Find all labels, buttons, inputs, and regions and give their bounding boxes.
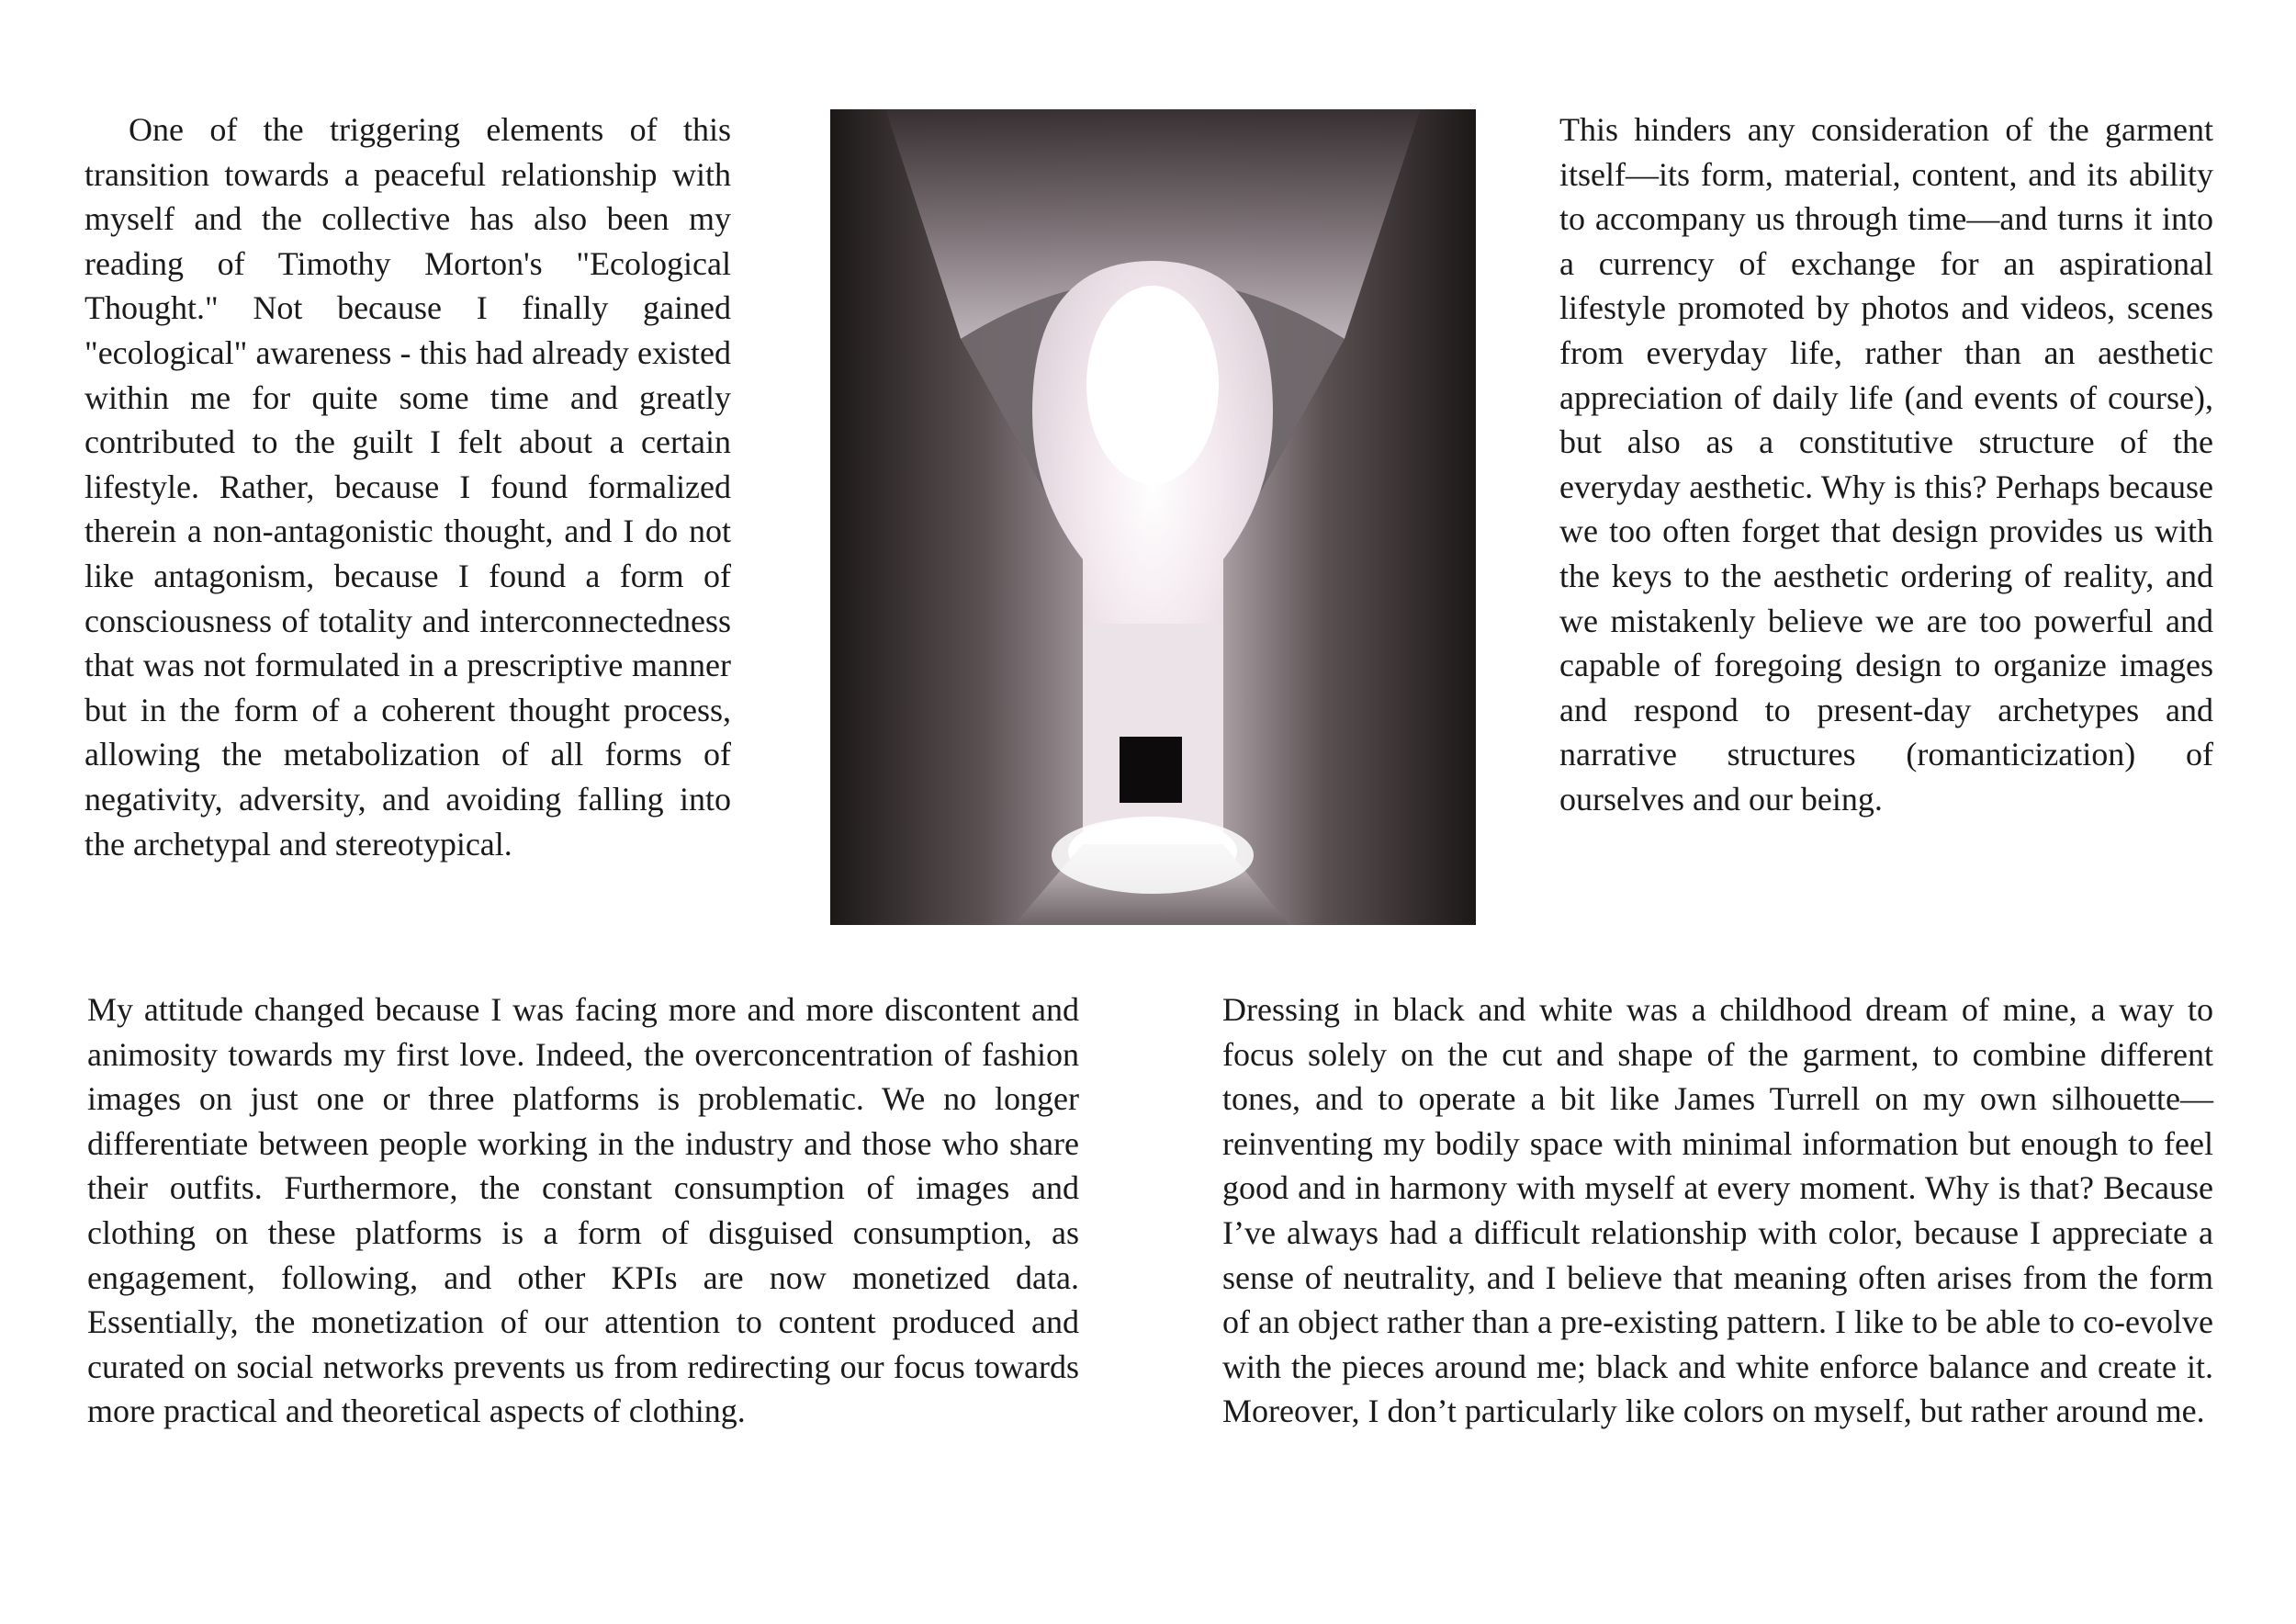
turrell-skyspace-photo	[830, 109, 1476, 925]
paragraph-morton: One of the triggering elements of this transition towards a peaceful relationship with myself and the collective has also been my reading of Timothy Morton's "Ecological Thought." Not because I finally gained "ecological" awareness - this had already existed within me for quite some time and greatly contributed to the guilt I felt about a certain lifestyle. Rather, because I found formalized therein a non-antagonistic thought, and I do not like antagonism, because I found a form of consciousness of totality and interconnectedness that was not formulated in a prescriptive manner but in the form of a coherent thought process, allowing the metabolization of all forms of negativity, adversity, and avoiding falling into the archetypal and stereotypical.	[84, 111, 731, 863]
paragraph-attitude: My attitude changed because I was facing more and more discontent and animosity towards my first love. Indeed, the overconcentration of fashion images on just one or three platforms is problematic. We no longer differentiate between people working in the industry and those who share their outfits. Furthermore, the constant consumption of images and clothing on these platforms is a form of disguised consumption, as engagement, following, and other KPIs are now monetized data. Essentially, the monetization of our attention to content produced and curated on social networks prevents us from redirecting our focus towards more practical and theoretical aspects of clothing.	[87, 991, 1079, 1430]
text-column-top-right	[1559, 107, 2213, 822]
text-column-bottom-left	[87, 987, 1079, 1434]
text-column-bottom-right	[1222, 987, 2213, 1434]
paragraph-garment: This hinders any consideration of the garment itself—its form, material, content, and its ability to accompany us through time—and turns it into a currency of exchange for an aspirational lifestyle promoted by photos and videos, scenes from everyday life, rather than an aesthetic appreciation of daily life (and events of course), but also as a constitutive structure of the everyday aesthetic. Why is this? Perhaps because we too often forget that design provides us with the keys to the aesthetic ordering of reality, and we mistakenly believe we are too powerful and capable of foregoing design to organize images and respond to present-day archetypes and narrative structures (romanticization) of ourselves and our being.	[1559, 111, 2213, 818]
paragraph-black-white: Dressing in black and white was a childhood dream of mine, a way to focus solely on the cut and shape of the garment, to combine different tones, and to operate a bit like James Turrell on my own silhouette—reinventing my bodily space with minimal information but enough to feel good and in harmony with myself at every moment. Why is that? Because I’ve always had a difficult relationship with color, because I appreciate a sense of neutrality, and I believe that meaning often arises from the form of an object rather than a pre-existing pattern. I like to be able to co-evolve with the pieces around me; black and white enforce balance and create it. Moreover, I don’t particularly like colors on myself, but rather around me.	[1222, 991, 2213, 1430]
text-column-top-left	[84, 107, 731, 866]
